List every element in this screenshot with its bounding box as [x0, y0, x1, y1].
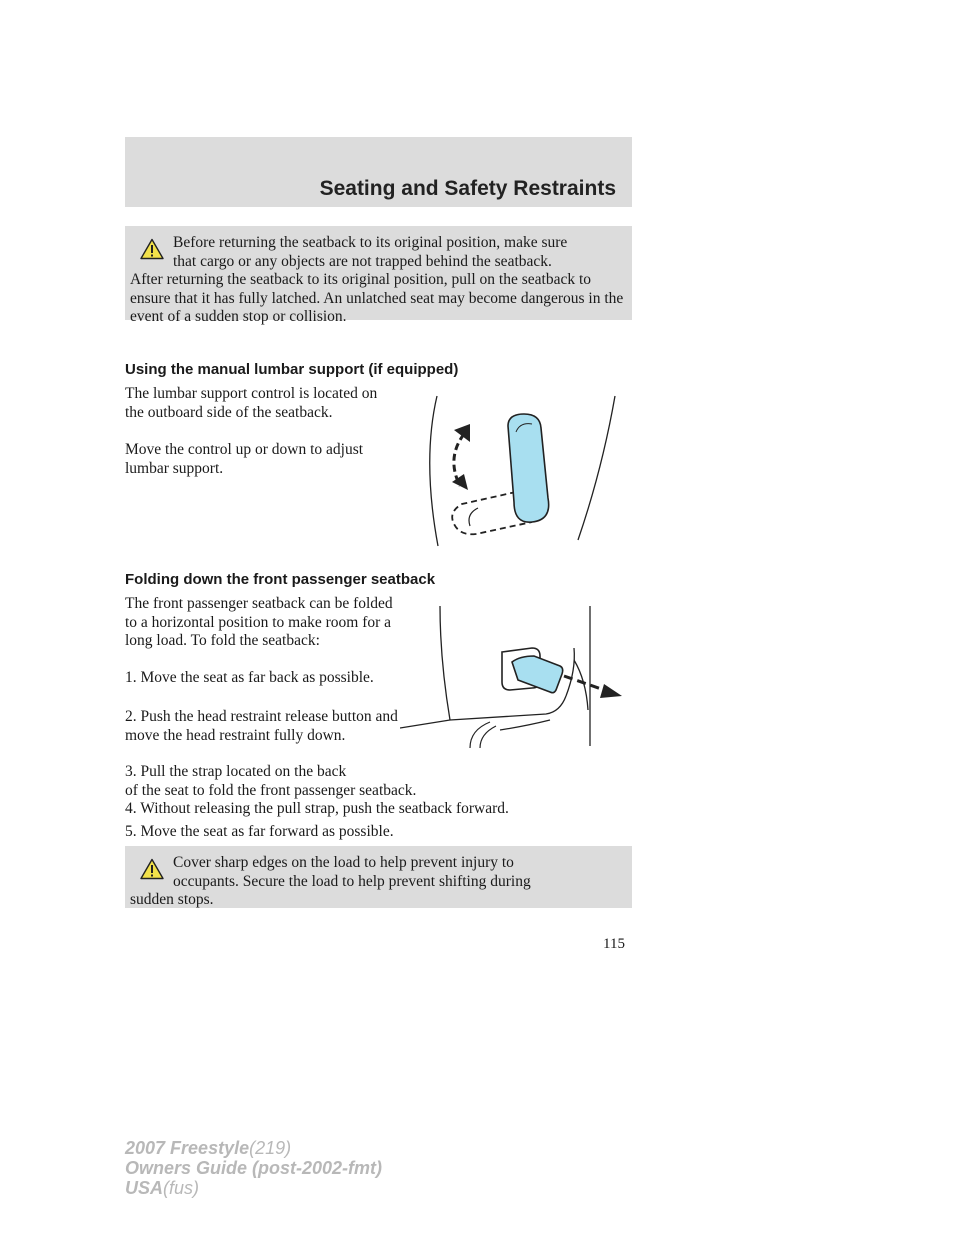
folding-step-1: 1. Move the seat as far back as possible. [125, 669, 374, 686]
warning-icon [140, 858, 164, 880]
document-footer [125, 1138, 382, 1198]
footer-model: 2007 Freestyle [125, 1138, 250, 1158]
footer-market: USA [125, 1178, 164, 1198]
folding-heading: Folding down the front passenger seatback [125, 571, 436, 588]
lumbar-heading: Using the manual lumbar support (if equipped) [125, 361, 459, 378]
folding-step-3-line-2: of the seat to fold the front passenger seatback. [125, 781, 417, 799]
folding-intro: The front passenger seatback can be folded to a horizontal position to make room for a long load. To fold the seatback: [125, 595, 393, 649]
footer-line-2: Owners Guide (post-2002-fmt) [125, 1158, 383, 1178]
warning-rest: sudden stops. [130, 891, 214, 908]
warning-line-2: occupants. Secure the load to help prevent shifting during [173, 872, 531, 890]
folding-step-2: 2. Push the head restraint release button and move the head restraint fully down. [125, 708, 398, 744]
warning-line-1: Cover sharp edges on the load to help prevent injury to [173, 854, 514, 871]
footer-line-3 [125, 1178, 382, 1198]
warning-line-1: Before returning the seatback to its original position, make sure [173, 234, 568, 251]
footer-market-code: (fus) [163, 1178, 200, 1198]
lumbar-paragraph-1: The lumbar support control is located on the outboard side of the seatback. [125, 385, 378, 421]
warning-text [130, 854, 624, 910]
folding-step-3-line-1: 3. Pull the strap located on the back [125, 763, 347, 780]
warning-rest: After returning the seatback to its original position, pull on the seatback to ensure that it has fully latched. An unlatched seat may become dangerous in the event of a sudden stop or collision. [130, 271, 624, 325]
warning-box-load [125, 846, 632, 908]
seatback-strap-illustration [400, 600, 632, 752]
folding-step-5: 5. Move the seat as far forward as possible. [125, 823, 394, 840]
section-header-band [125, 137, 632, 207]
page-number: 115 [603, 936, 625, 952]
lumbar-paragraph-2: Move the control up or down to adjust lumbar support. [125, 441, 364, 477]
warning-box-seatback [125, 226, 632, 325]
footer-line-1 [125, 1138, 382, 1158]
warning-line-2: that cargo or any objects are not trapped behind the seatback. [173, 252, 552, 270]
folding-step-3 [125, 763, 632, 800]
lumbar-control-illustration [420, 390, 630, 550]
footer-model-code: (219) [249, 1138, 292, 1158]
warning-text [130, 234, 624, 327]
warning-icon [140, 238, 164, 260]
section-title: Seating and Safety Restraints [319, 177, 616, 200]
folding-step-4: 4. Without releasing the pull strap, push the seatback forward. [125, 800, 509, 817]
